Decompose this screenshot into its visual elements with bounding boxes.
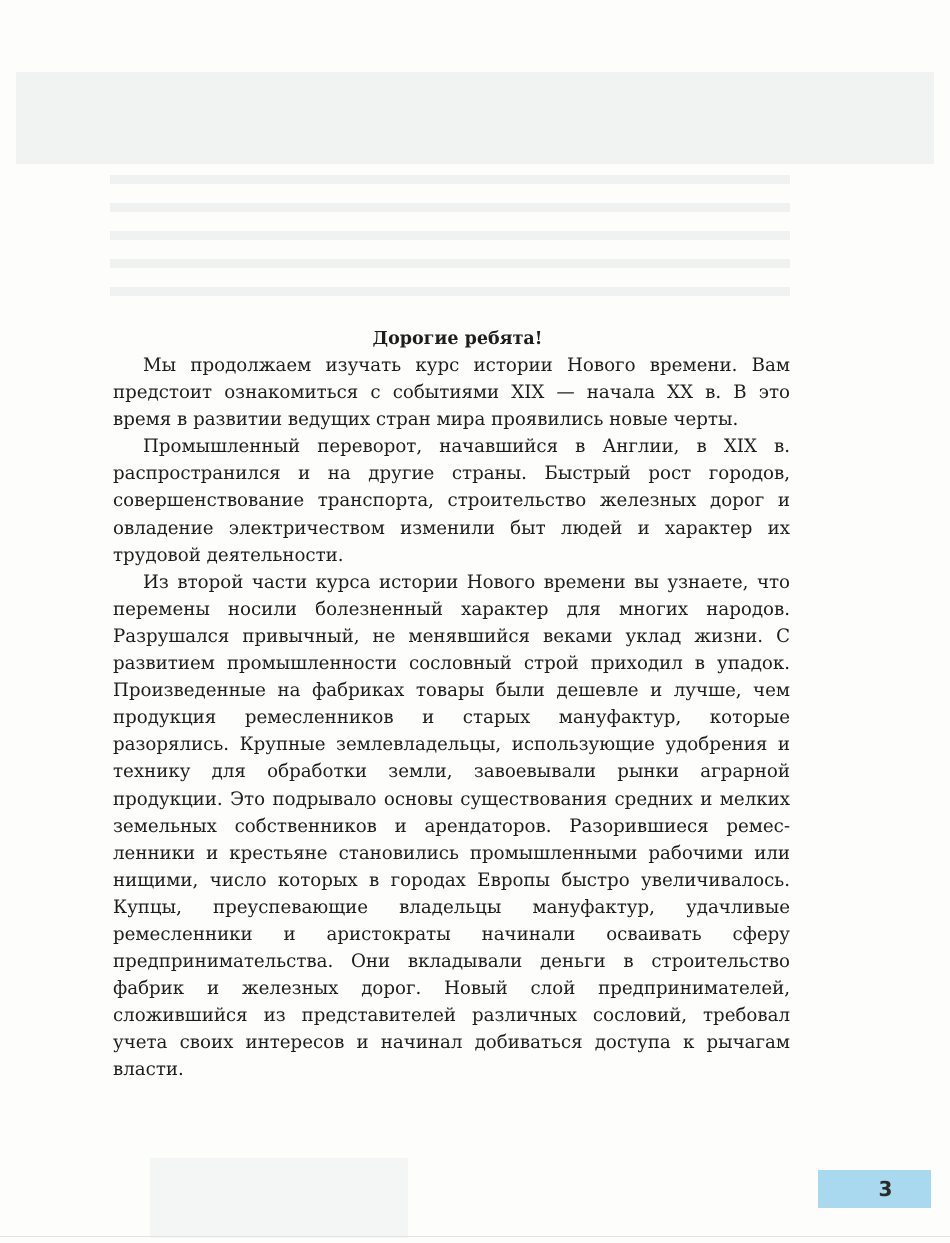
page-number: 3 — [878, 1177, 893, 1201]
main-text — [113, 326, 790, 1084]
show-through-band — [16, 72, 934, 164]
page-number-badge — [818, 1170, 931, 1208]
paragraph-3: Из второй части курса истории Нового времени вы узнаете, что перемены носили болезненный характер для многих народов. Разрушался привычный, не менявшийся веками уклад жизни. С развитием промышленности сословный строй приходил в упадок. Произведенные на фабриках товары были дешевле и лучше, чем продукция ремесленников и старых мануфактур, которые разорялись. Крупные землевладельцы, использующие удобрения и технику для обработки земли, завоевывали рынки аграрной продукции. Это подрывало основы существования средних и мелких земельных собственников и арендаторов. Разорившиеся ремесленники и крестьяне становились промышленными рабочими или нищими, число которых в городах Европы быстро увеличивалось. Купцы, преуспевающие владельцы мануфактур, удачливые ремесленники и аристократы начинали осваивать сферу предпринимательства. Они вкладывали деньги в строительство фабрик и железных дорог. Новый слой предпринимателей, сложившийся из представителей различных сословий, требовал учета своих интересов и начинал добиваться доступа к рычагам власти. — [113, 571, 790, 1081]
paragraph-2: Промышленный переворот, начавшийся в Англии, в XIX в. распространился и на другие страны. Быстрый рост городов, совершенствование транспорта, строительство железных дорог и овладение электричеством изменили быт людей и характер их трудовой деятельности. — [113, 436, 790, 566]
page-heading: Дорогие ребята! — [372, 329, 543, 349]
show-through-lines — [110, 175, 790, 315]
page-bottom-edge — [0, 1236, 950, 1237]
paragraph-1: Мы продолжаем изучать курс истории Нового времени. Вам предстоит ознакомиться с событиями XIX — начала XX в. В это время в развитии ведущих стран мира проявились новые черты. — [113, 355, 790, 431]
show-through-block — [150, 1158, 408, 1238]
